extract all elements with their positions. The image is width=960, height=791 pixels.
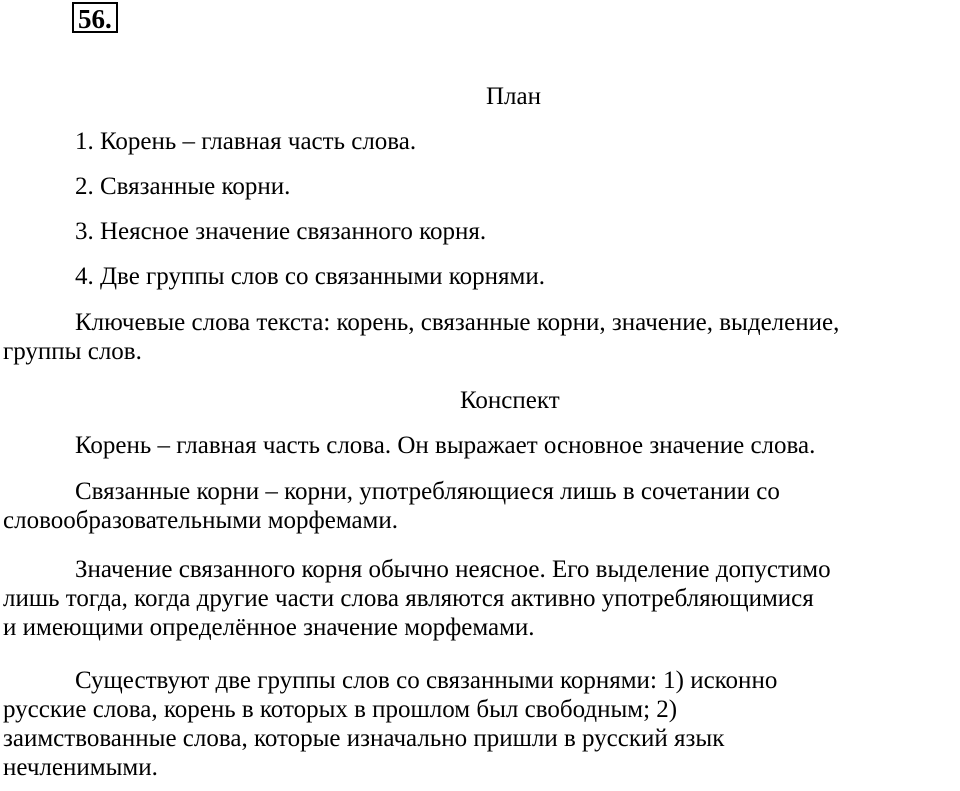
konspekt-p4-line-4: нечленимыми. bbox=[3, 754, 158, 781]
konspekt-heading: Конспект bbox=[460, 387, 560, 414]
konspekt-p2-line-2: словообразовательными морфемами. bbox=[3, 507, 399, 534]
konspekt-p3-line-1: Значение связанного корня обычно неясное. Его выделение допустимо bbox=[75, 556, 831, 583]
konspekt-paragraph-4 bbox=[3, 664, 958, 784]
plan-item-3: 3. Неясное значение связанного корня. bbox=[75, 218, 487, 245]
konspekt-p4-line-2: русские слова, корень в которых в прошлом был свободным; 2) bbox=[3, 696, 678, 723]
keywords-line-2: группы слов. bbox=[3, 338, 142, 365]
konspekt-p1-line-1: Корень – главная часть слова. Он выражает основное значение слова. bbox=[75, 432, 816, 459]
konspekt-p4-line-1: Существуют две группы слов со связанными корнями: 1) исконно bbox=[75, 667, 778, 694]
plan-item-4: 4. Две группы слов со связанными корнями. bbox=[75, 263, 546, 290]
konspekt-paragraph-3 bbox=[3, 553, 958, 644]
konspekt-p3-line-3: и имеющими определённое значение морфемами. bbox=[3, 614, 535, 641]
konspekt-p2-line-1: Связанные корни – корни, употребляющиеся лишь в сочетании со bbox=[75, 478, 780, 505]
konspekt-p4-line-3: заимствованные слова, которые изначально пришли в русский язык bbox=[3, 725, 725, 752]
plan-item-1: 1. Корень – главная часть слова. bbox=[75, 128, 417, 155]
konspekt-paragraph-2 bbox=[3, 475, 958, 537]
exercise-number: 56. bbox=[72, 2, 118, 33]
konspekt-p3-line-2: лишь тогда, когда другие части слова являются активно употребляющимися bbox=[3, 585, 814, 612]
keywords-line-1: Ключевые слова текста: корень, связанные корни, значение, выделение, bbox=[75, 309, 840, 336]
plan-item-2: 2. Связанные корни. bbox=[75, 173, 291, 200]
keywords-paragraph bbox=[3, 306, 958, 368]
konspekt-paragraph-1 bbox=[3, 429, 958, 462]
plan-heading: План bbox=[486, 83, 542, 110]
